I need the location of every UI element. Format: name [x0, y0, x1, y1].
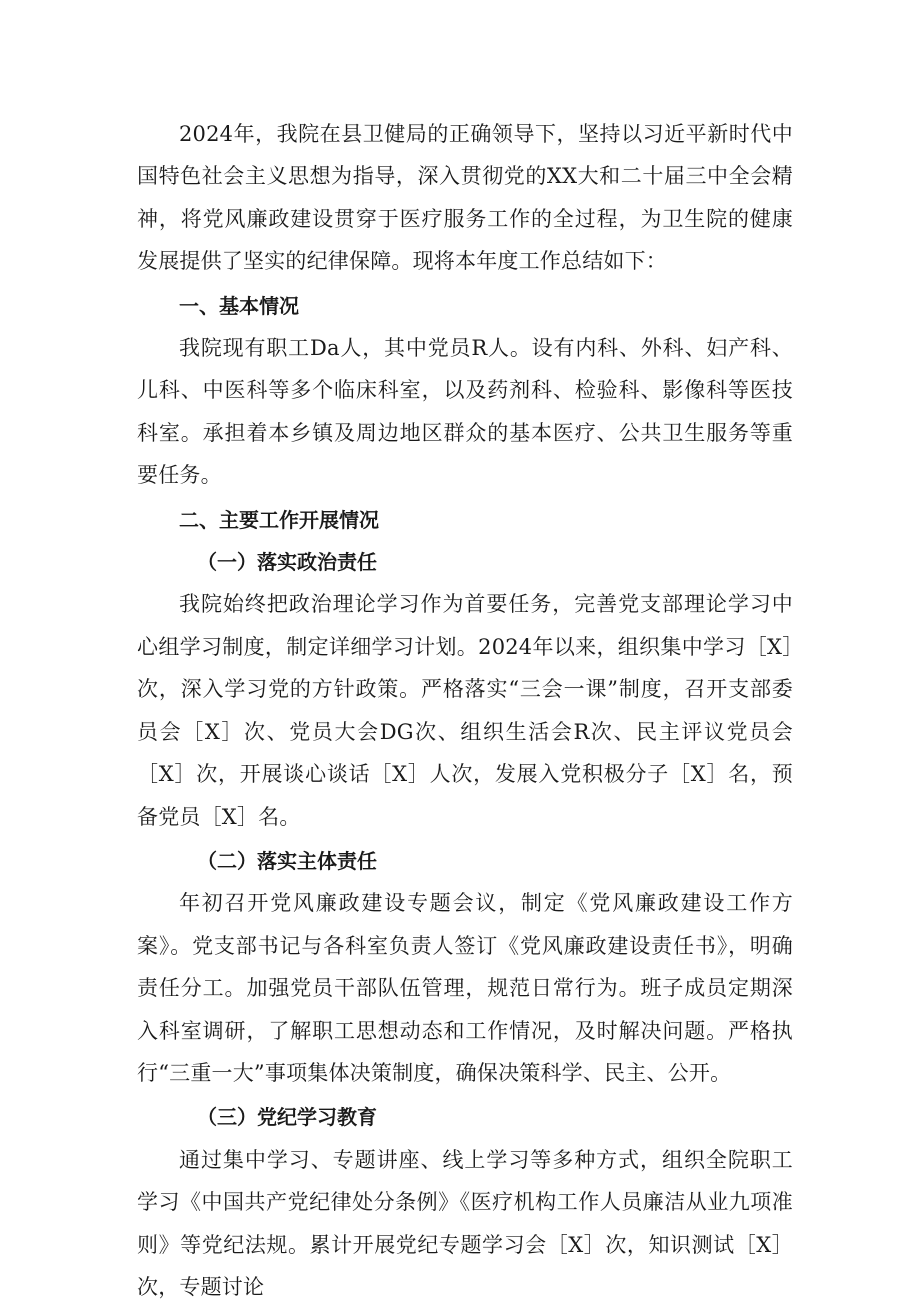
main-responsibility-paragraph: 年初召开党风廉政建设专题会议，制定《党风廉政建设工作方案》。党支部书记与各科室负责人签订《党风廉政建设责任书》，明确责任分工。加强党员干部队伍管理，规范日常行为。班子成员定期深入科室调研，了解职工思想动态和工作情况，及时解决问题。严格执行“三重一大”事项集体决策制度，确保决策科学、民主、公开。 [137, 891, 793, 1085]
document-body [137, 113, 793, 1308]
subheading-discipline-education: （三）党纪学习教育 [197, 1105, 377, 1130]
intro-paragraph: 2024年，我院在县卫健局的正确领导下，坚持以习近平新时代中国特色社会主义思想为指导，深入贯彻党的XX大和二十届三中全会精神，将党风廉政建设贯穿于医疗服务工作的全过程，为卫生院的健康发展提供了坚实的纪律保障。现将本年度工作总结如下： [137, 122, 793, 274]
subheading-political-responsibility: （一）落实政治责任 [197, 550, 377, 575]
subheading-main-responsibility: （二）落实主体责任 [197, 848, 377, 873]
discipline-education-paragraph: 通过集中学习、专题讲座、线上学习等多种方式，组织全院职工学习《中国共产党纪律处分条例》《医疗机构工作人员廉洁从业九项准则》等党纪法规。累计开展党纪专题学习会［X］次，知识测试［X］次，专题讨论 [137, 1147, 793, 1299]
section-heading-main-work: 二、主要工作开展情况 [179, 507, 379, 532]
basic-situation-paragraph: 我院现有职工Da人，其中党员R人。设有内科、外科、妇产科、儿科、中医科等多个临床科室，以及药剂科、检验科、影像科等医技科室。承担着本乡镇及周边地区群众的基本医疗、公共卫生服务等重要任务。 [137, 336, 793, 488]
section-heading-basic-situation: 一、基本情况 [179, 293, 299, 318]
political-responsibility-paragraph: 我院始终把政治理论学习作为首要任务，完善党支部理论学习中心组学习制度，制定详细学习计划。2024年以来，组织集中学习［X］次，深入学习党的方针政策。严格落实“三会一课”制度，召开支部委员会［X］次、党员大会DG次、组织生活会R次、民主评议党员会［X］次，开展谈心谈话［X］人次，发展入党积极分子［X］名，预备党员［X］名。 [137, 592, 793, 829]
